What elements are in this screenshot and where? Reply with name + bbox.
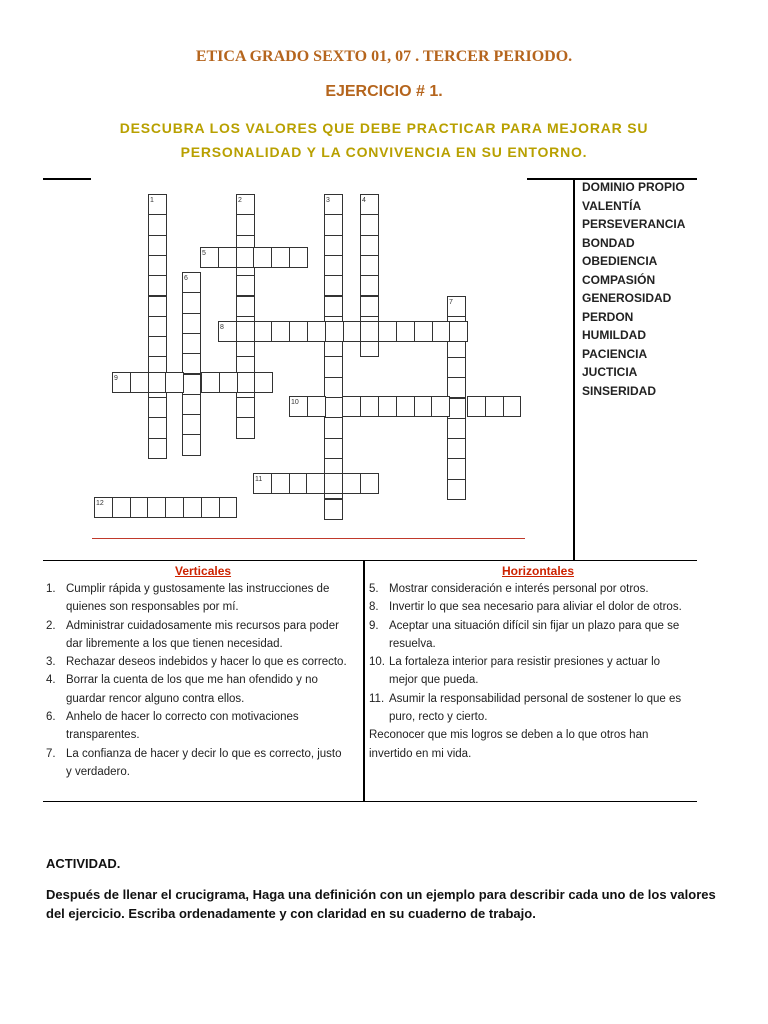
crossword-cell[interactable]: [165, 372, 184, 393]
crossword-cell[interactable]: [396, 396, 415, 417]
clue-item: [46, 745, 361, 782]
worksheet-title: ETICA GRADO SEXTO 01, 07 . TERCER PERIODO.: [195, 48, 573, 65]
crossword-clue-number: 6: [184, 275, 188, 282]
crossword-cell[interactable]: [148, 372, 167, 393]
crossword-cell[interactable]: [271, 321, 290, 342]
crossword-cell[interactable]: [324, 499, 343, 520]
clue-item: [369, 726, 695, 763]
crossword-cell[interactable]: [148, 438, 167, 459]
clue-text: [66, 580, 361, 617]
crossword-cell[interactable]: [307, 396, 326, 417]
crossword-clue-number: 9: [114, 375, 118, 382]
crossword-cell[interactable]: [325, 321, 344, 342]
clue-item: [369, 690, 695, 727]
clue-text: [66, 671, 361, 708]
clue-number: 2.: [46, 619, 56, 632]
crossword-cell[interactable]: [324, 397, 343, 418]
word-bank-item: DOMINIO PROPIO: [582, 180, 685, 194]
crossword-cell[interactable]: [183, 497, 202, 518]
crossword-cell[interactable]: [201, 372, 220, 393]
horizontales-clue-list: [369, 580, 695, 763]
crossword-cell[interactable]: [378, 321, 397, 342]
clue-text: [389, 580, 695, 598]
crossword-cell[interactable]: [324, 214, 343, 235]
crossword-cell[interactable]: [148, 397, 167, 418]
crossword-cell[interactable]: [360, 473, 379, 494]
crossword-cell[interactable]: [485, 396, 504, 417]
clue-text: [389, 690, 695, 727]
word-bank-item: COMPASIÓN: [582, 272, 656, 287]
crossword-clue-number: 5: [202, 250, 206, 257]
word-bank-item: PERSEVERANCIA: [582, 217, 686, 231]
clue-text: [66, 617, 361, 654]
crossword-cell[interactable]: [360, 296, 379, 317]
clue-line: guardar rencor alguno contra ellos.: [66, 692, 245, 705]
word-bank: [582, 178, 722, 400]
crossword-cell[interactable]: [148, 336, 167, 357]
crossword-cell[interactable]: [360, 235, 379, 256]
crossword-cell[interactable]: [307, 321, 326, 342]
crossword-clue-number: 11: [255, 476, 263, 483]
crossword-cell[interactable]: [236, 214, 255, 235]
crossword-cell[interactable]: [148, 214, 167, 235]
word-bank-item: HUMILDAD: [582, 328, 646, 342]
crossword-cell[interactable]: [342, 473, 361, 494]
crossword-cell[interactable]: [130, 372, 149, 393]
crossword-cell[interactable]: [447, 479, 466, 500]
crossword-cell[interactable]: [414, 321, 433, 342]
crossword-cell[interactable]: [148, 275, 167, 296]
crossword-cell[interactable]: [254, 321, 273, 342]
crossword-cell[interactable]: [324, 235, 343, 256]
crossword-clue-number: 10: [291, 399, 299, 406]
crossword-cell[interactable]: [236, 321, 255, 342]
crossword-cell[interactable]: [182, 292, 201, 313]
crossword-cell[interactable]: [148, 296, 167, 317]
clue-item: [46, 617, 361, 654]
crossword-cell[interactable]: [201, 497, 220, 518]
crossword-cell[interactable]: [289, 473, 308, 494]
crossword-cell[interactable]: [396, 321, 415, 342]
clue-line: Asumir la responsabilidad personal de sostener lo que es: [389, 692, 682, 705]
crossword-cell[interactable]: [324, 275, 343, 296]
clue-text: [66, 745, 361, 782]
clue-line: La fortaleza interior para resistir presiones y actuar lo: [389, 656, 661, 669]
clue-number: 4.: [46, 674, 56, 687]
clue-text: [369, 726, 695, 763]
crossword-cell[interactable]: [342, 396, 361, 417]
crossword-cell[interactable]: [324, 255, 343, 276]
crossword-clue-number: 1: [150, 197, 154, 204]
clue-line: y verdadero.: [66, 765, 130, 778]
clue-item: [369, 580, 695, 598]
crossword-cell[interactable]: [447, 438, 466, 459]
crossword-cell[interactable]: [360, 396, 379, 417]
clue-number: 6.: [46, 711, 56, 724]
crossword-cell[interactable]: [182, 434, 201, 455]
word-bank-item: GENEROSIDAD: [582, 291, 672, 305]
crossword-cell[interactable]: [449, 321, 468, 342]
crossword-cell[interactable]: [182, 414, 201, 435]
crossword-cell[interactable]: [182, 374, 201, 395]
word-bank-item: PERDON: [582, 309, 634, 324]
clue-item: [46, 653, 361, 671]
instruction-line-2: PERSONALIDAD Y LA CONVIVENCIA EN SU ENTORNO.: [180, 144, 588, 160]
crossword-cell[interactable]: [236, 397, 255, 418]
activity-text: Después de llenar el crucigrama, Haga una definición con un ejemplo para describir cada uno de los valores del ejercicio. Escriba ordenadamente y con claridad en su cuaderno de trabajo.: [46, 887, 716, 921]
crossword-cell[interactable]: [130, 497, 149, 518]
clue-text: [66, 653, 361, 671]
crossword-cell[interactable]: [236, 296, 255, 317]
crossword-cell[interactable]: [182, 313, 201, 334]
crossword-cell[interactable]: [219, 372, 238, 393]
clue-line: Reconocer que mis logros se deben a lo que otros han: [369, 729, 649, 742]
crossword-cell[interactable]: [219, 497, 238, 518]
clue-line: invertido en mi vida.: [369, 747, 472, 760]
clue-line: dar libremente a los que tienen necesidad.: [66, 637, 283, 650]
clue-text: [389, 598, 695, 616]
crossword-cell[interactable]: [237, 372, 256, 393]
clue-line: Cumplir rápida y gustosamente las instrucciones de: [66, 583, 330, 595]
clue-item: [369, 598, 695, 616]
crossword-cell[interactable]: [253, 247, 272, 268]
clue-line: Anhelo de hacer lo correcto con motivaciones: [66, 711, 299, 724]
clue-line: Borrar la cuenta de los que me han ofendido y no: [66, 674, 318, 687]
crossword-clue-number: 8: [220, 324, 224, 331]
crossword-cell[interactable]: [378, 396, 397, 417]
crossword-cell[interactable]: [467, 396, 486, 417]
crossword-cell[interactable]: [182, 333, 201, 354]
clue-number: 5.: [369, 583, 379, 595]
clue-number: 1.: [46, 583, 56, 595]
clue-line: quienes son responsables por mí.: [66, 601, 239, 614]
clue-line: mejor que pueda.: [389, 674, 479, 687]
crossword-cell[interactable]: [360, 275, 379, 296]
crossword-clue-number: 2: [238, 197, 242, 204]
crossword-cell[interactable]: [343, 321, 362, 342]
word-bank-item: VALENTÍA: [582, 198, 642, 213]
word-bank-item: BONDAD: [582, 235, 635, 250]
clue-line: resuelva.: [389, 637, 436, 650]
clue-line: transparentes.: [66, 729, 140, 742]
crossword-cell[interactable]: [148, 235, 167, 256]
crossword-cell[interactable]: [271, 473, 290, 494]
crossword-cell[interactable]: [447, 458, 466, 479]
word-bank-item: OBEDIENCIA: [582, 254, 658, 268]
crossword-cell[interactable]: [289, 321, 308, 342]
clue-line: Invertir lo que sea necesario para aliviar el dolor de otros.: [389, 601, 682, 614]
word-bank-item: PACIENCIA: [582, 346, 648, 361]
crossword-cell[interactable]: [254, 372, 273, 393]
crossword-cell[interactable]: [218, 247, 237, 268]
crossword-cell[interactable]: [360, 255, 379, 276]
crossword-cell[interactable]: [324, 296, 343, 317]
crossword-cell[interactable]: [236, 417, 255, 438]
crossword-cell[interactable]: [147, 497, 166, 518]
crossword-clue-number: 12: [96, 500, 104, 507]
clue-line: Administrar cuidadosamente mis recursos para poder: [66, 619, 339, 632]
crossword-cell[interactable]: [414, 396, 433, 417]
crossword-cell[interactable]: [165, 497, 184, 518]
crossword-cell[interactable]: [148, 417, 167, 438]
crossword-cell[interactable]: [182, 353, 201, 374]
clue-number: 8.: [369, 601, 379, 614]
clue-line: puro, recto y cierto.: [389, 711, 488, 724]
clues-column-divider: [363, 560, 365, 802]
crossword-cell[interactable]: [447, 357, 466, 378]
clue-text: [389, 617, 695, 654]
crossword-cell[interactable]: [447, 418, 466, 439]
clue-text: [389, 653, 695, 690]
crossword-cell[interactable]: [236, 247, 255, 268]
crossword-cell[interactable]: [148, 316, 167, 337]
crossword-cell[interactable]: [360, 321, 379, 342]
crossword-clue-number: 4: [362, 197, 366, 204]
crossword-cell[interactable]: [148, 255, 167, 276]
crossword-cell[interactable]: [236, 275, 255, 296]
verticales-clue-list: [46, 580, 361, 781]
word-bank-item: SINSERIDAD: [582, 383, 657, 398]
clue-number: 3.: [46, 656, 56, 669]
crossword-cell[interactable]: [112, 497, 131, 518]
crossword-cell[interactable]: [324, 473, 343, 494]
word-bank-item: JUCTICIA: [582, 365, 638, 379]
crossword-cell[interactable]: [324, 377, 343, 398]
verticales-heading: Verticales: [175, 564, 232, 578]
crossword-clue-number: 7: [449, 299, 453, 306]
clue-text: [66, 708, 361, 745]
crossword-cell[interactable]: [503, 396, 522, 417]
clue-line: Aceptar una situación difícil sin fijar un plazo para que se: [389, 619, 680, 632]
crossword-clue-number: 3: [326, 197, 330, 204]
crossword-cell[interactable]: [324, 356, 343, 377]
clue-item: [46, 708, 361, 745]
clue-number: 7.: [46, 747, 56, 760]
clue-line: Mostrar consideración e interés personal por otros.: [389, 583, 649, 595]
clue-item: [46, 580, 361, 617]
clue-line: Rechazar deseos indebidos y hacer lo que es correcto.: [66, 656, 347, 669]
clue-item: [46, 671, 361, 708]
instruction-line-1: DESCUBRA LOS VALORES QUE DEBE PRACTICAR PARA MEJORAR SU: [119, 120, 649, 136]
crossword-cell[interactable]: [182, 394, 201, 415]
crossword-cell[interactable]: [271, 247, 290, 268]
exercise-heading: EJERCICIO # 1.: [325, 83, 443, 100]
crossword-cell[interactable]: [360, 214, 379, 235]
clue-number: 9.: [369, 619, 379, 632]
crossword-cell[interactable]: [324, 417, 343, 438]
crossword-cell[interactable]: [324, 438, 343, 459]
clue-number: 10.: [369, 656, 385, 669]
activity-title: ACTIVIDAD.: [46, 856, 121, 871]
crossword-cell[interactable]: [432, 321, 451, 342]
clue-item: [369, 617, 695, 654]
clue-line: La confianza de hacer y decir lo que es correcto, justo: [66, 747, 342, 760]
horizontales-heading: Horizontales: [502, 564, 575, 578]
clue-number: 11.: [369, 692, 385, 705]
crossword-cell[interactable]: [431, 396, 450, 417]
clue-item: [369, 653, 695, 690]
crossword-cell[interactable]: [306, 473, 325, 494]
crossword-cell[interactable]: [289, 247, 308, 268]
